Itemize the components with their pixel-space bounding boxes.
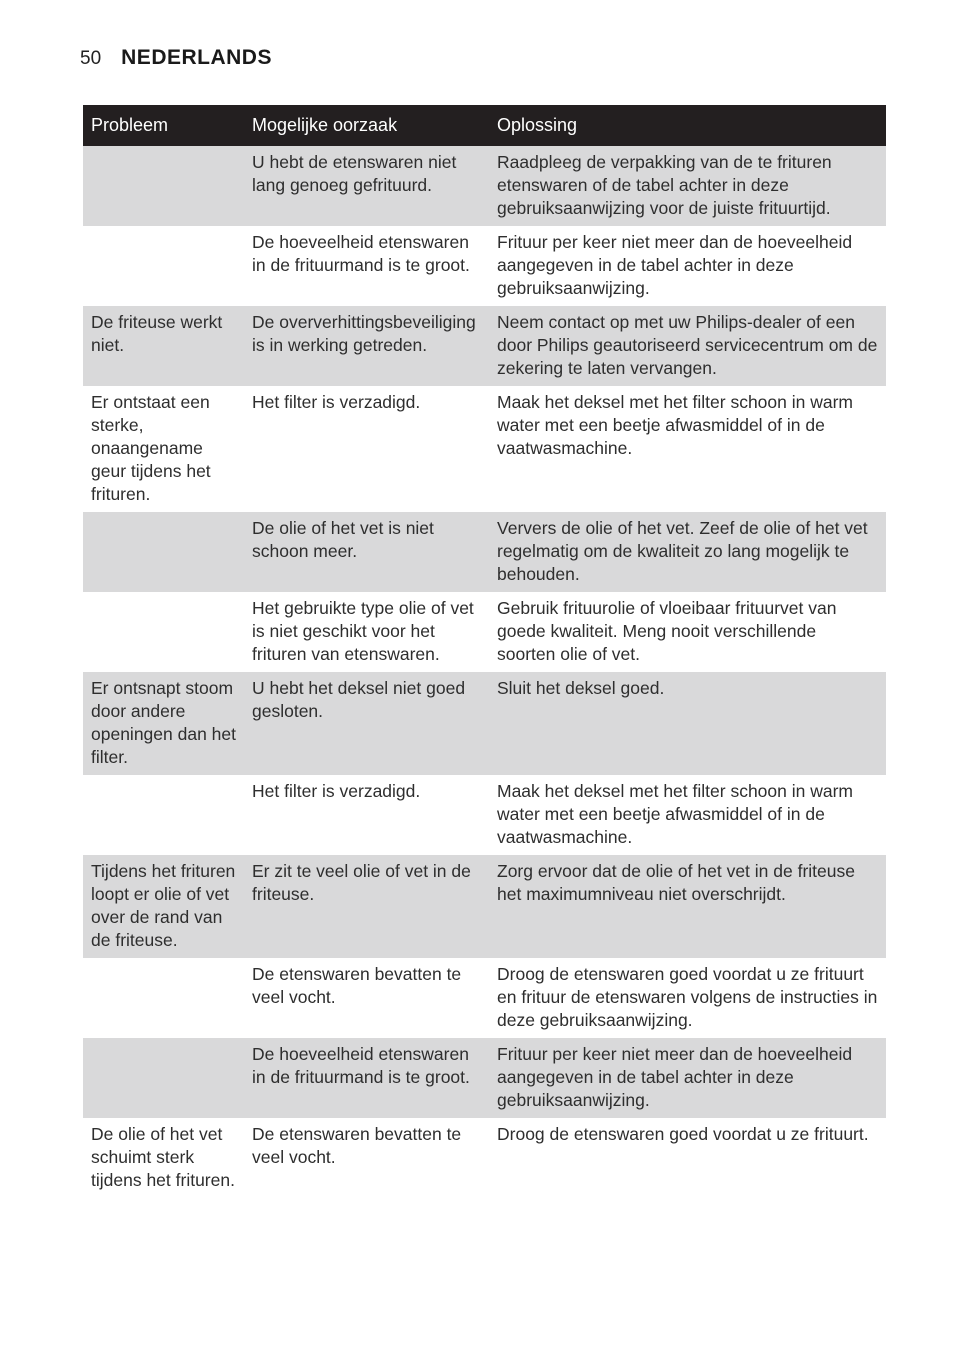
table-row — [83, 672, 886, 775]
page-language-title: NEDERLANDS — [121, 46, 272, 69]
table-row — [83, 146, 886, 226]
solution-cell: Droog de etenswaren goed voordat u ze frituurt en frituur de etenswaren volgens de instructies in deze gebruiksaanwijzing. — [489, 958, 886, 1038]
cause-cell: Het gebruikte type olie of vet is niet geschikt voor het frituren van etenswaren. — [244, 592, 489, 672]
cause-cell: De etenswaren bevatten te veel vocht. — [244, 958, 489, 1038]
cause-cell: De olie of het vet is niet schoon meer. — [244, 512, 489, 592]
column-header-cause: Mogelijke oorzaak — [244, 105, 489, 146]
cause-cell: De hoeveelheid etenswaren in de frituurmand is te groot. — [244, 226, 489, 306]
table-row — [83, 1038, 886, 1118]
problem-cell: Er ontsnapt stoom door andere openingen dan het filter. — [83, 672, 244, 775]
problem-cell: De friteuse werkt niet. — [83, 306, 244, 386]
table-row — [83, 1118, 886, 1198]
table-row — [83, 512, 886, 592]
cause-cell: De etenswaren bevatten te veel vocht. — [244, 1118, 489, 1198]
table-header-row — [83, 105, 886, 146]
problem-cell — [83, 958, 244, 1038]
table-row — [83, 775, 886, 855]
solution-cell: Sluit het deksel goed. — [489, 672, 886, 775]
cause-cell: U hebt de etenswaren niet lang genoeg gefrituurd. — [244, 146, 489, 226]
table-row — [83, 855, 886, 958]
table-row — [83, 958, 886, 1038]
page-number: 50 — [80, 48, 102, 69]
table-row — [83, 306, 886, 386]
problem-cell — [83, 512, 244, 592]
page-header — [80, 46, 272, 70]
cause-cell: Het filter is verzadigd. — [244, 775, 489, 855]
solution-cell: Maak het deksel met het filter schoon in warm water met een beetje afwasmiddel of in de vaatwasmachine. — [489, 775, 886, 855]
troubleshooting-table-container — [83, 105, 886, 1198]
problem-cell — [83, 775, 244, 855]
solution-cell: Frituur per keer niet meer dan de hoeveelheid aangegeven in de tabel achter in deze gebruiksaanwijzing. — [489, 1038, 886, 1118]
problem-cell — [83, 226, 244, 306]
table-row — [83, 592, 886, 672]
solution-cell: Gebruik frituurolie of vloeibaar frituurvet van goede kwaliteit. Meng nooit verschillende soorten olie of vet. — [489, 592, 886, 672]
table-row — [83, 226, 886, 306]
solution-cell: Frituur per keer niet meer dan de hoeveelheid aangegeven in de tabel achter in deze gebruiksaanwijzing. — [489, 226, 886, 306]
problem-cell: Er ontstaat een sterke, onaangename geur tijdens het frituren. — [83, 386, 244, 512]
cause-cell: Het filter is verzadigd. — [244, 386, 489, 512]
problem-cell — [83, 592, 244, 672]
solution-cell: Maak het deksel met het filter schoon in warm water met een beetje afwasmiddel of in de vaatwasmachine. — [489, 386, 886, 512]
table-row — [83, 386, 886, 512]
troubleshooting-table — [83, 105, 886, 1198]
problem-cell: Tijdens het frituren loopt er olie of vet over de rand van de friteuse. — [83, 855, 244, 958]
solution-cell: Neem contact op met uw Philips-dealer of een door Philips geautoriseerd servicecentrum om de zekering te laten vervangen. — [489, 306, 886, 386]
cause-cell: U hebt het deksel niet goed gesloten. — [244, 672, 489, 775]
column-header-solution: Oplossing — [489, 105, 886, 146]
cause-cell: De hoeveelheid etenswaren in de frituurmand is te groot. — [244, 1038, 489, 1118]
cause-cell: De oververhittingsbeveiliging is in werking getreden. — [244, 306, 489, 386]
solution-cell: Ververs de olie of het vet. Zeef de olie of het vet regelmatig om de kwaliteit zo lang mogelijk te behouden. — [489, 512, 886, 592]
problem-cell — [83, 1038, 244, 1118]
solution-cell: Zorg ervoor dat de olie of het vet in de friteuse het maximumniveau niet overschrijdt. — [489, 855, 886, 958]
problem-cell — [83, 146, 244, 226]
cause-cell: Er zit te veel olie of vet in de friteuse. — [244, 855, 489, 958]
problem-cell: De olie of het vet schuimt sterk tijdens het frituren. — [83, 1118, 244, 1198]
solution-cell: Raadpleeg de verpakking van de te frituren etenswaren of de tabel achter in deze gebruiksaanwijzing voor de juiste frituurtijd. — [489, 146, 886, 226]
solution-cell: Droog de etenswaren goed voordat u ze frituurt. — [489, 1118, 886, 1198]
column-header-problem: Probleem — [83, 105, 244, 146]
